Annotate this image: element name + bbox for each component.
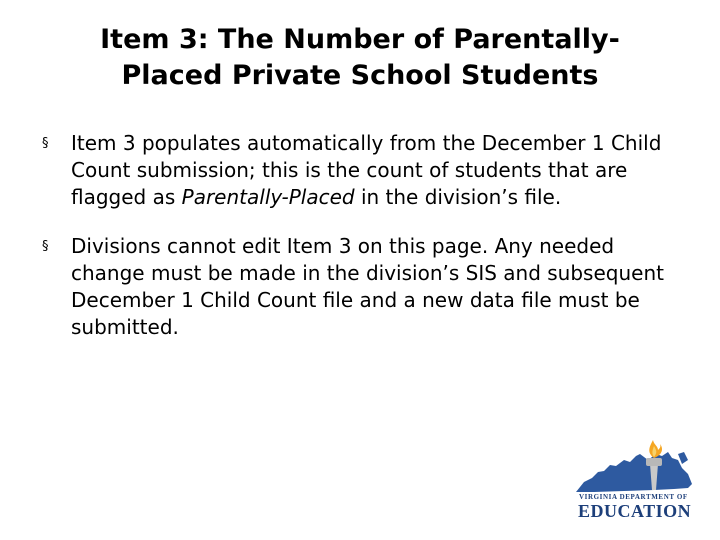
torch-cup xyxy=(646,458,662,466)
logo-text-line-1: VIRGINIA DEPARTMENT OF xyxy=(579,493,688,501)
title-line-1: Item 3: The Number of Parentally- xyxy=(100,24,620,55)
bullet-item xyxy=(42,130,682,211)
virginia-map-torch-icon xyxy=(574,438,694,494)
bullet-item xyxy=(42,233,682,341)
bullet-text: Divisions cannot edit Item 3 on this page. Any needed change must be made in the division’s SIS and subsequent December 1 Child Count file and a new data file must be submitted. xyxy=(71,234,664,339)
logo-text-line-2: EDUCATION xyxy=(578,501,692,521)
vdoe-logo xyxy=(574,438,694,520)
bullet-marker-icon: § xyxy=(42,239,49,254)
bullet-text xyxy=(71,131,661,209)
eastern-shore-shape xyxy=(678,452,688,464)
bullet-text-part: in the division’s file. xyxy=(354,185,562,209)
bullet-text-part: Item 3 populates automatically from the December 1 Child Count submission; this is the count of students that are flagged as xyxy=(71,131,662,209)
slide-title xyxy=(40,22,680,94)
flame-shape xyxy=(649,440,662,458)
bullet-emphasis: Parentally-Placed xyxy=(181,185,355,209)
bullet-marker-icon: § xyxy=(42,136,49,151)
bullet-list xyxy=(42,130,682,363)
title-line-2: Placed Private School Students xyxy=(121,60,599,91)
virginia-map-shape xyxy=(576,452,692,492)
